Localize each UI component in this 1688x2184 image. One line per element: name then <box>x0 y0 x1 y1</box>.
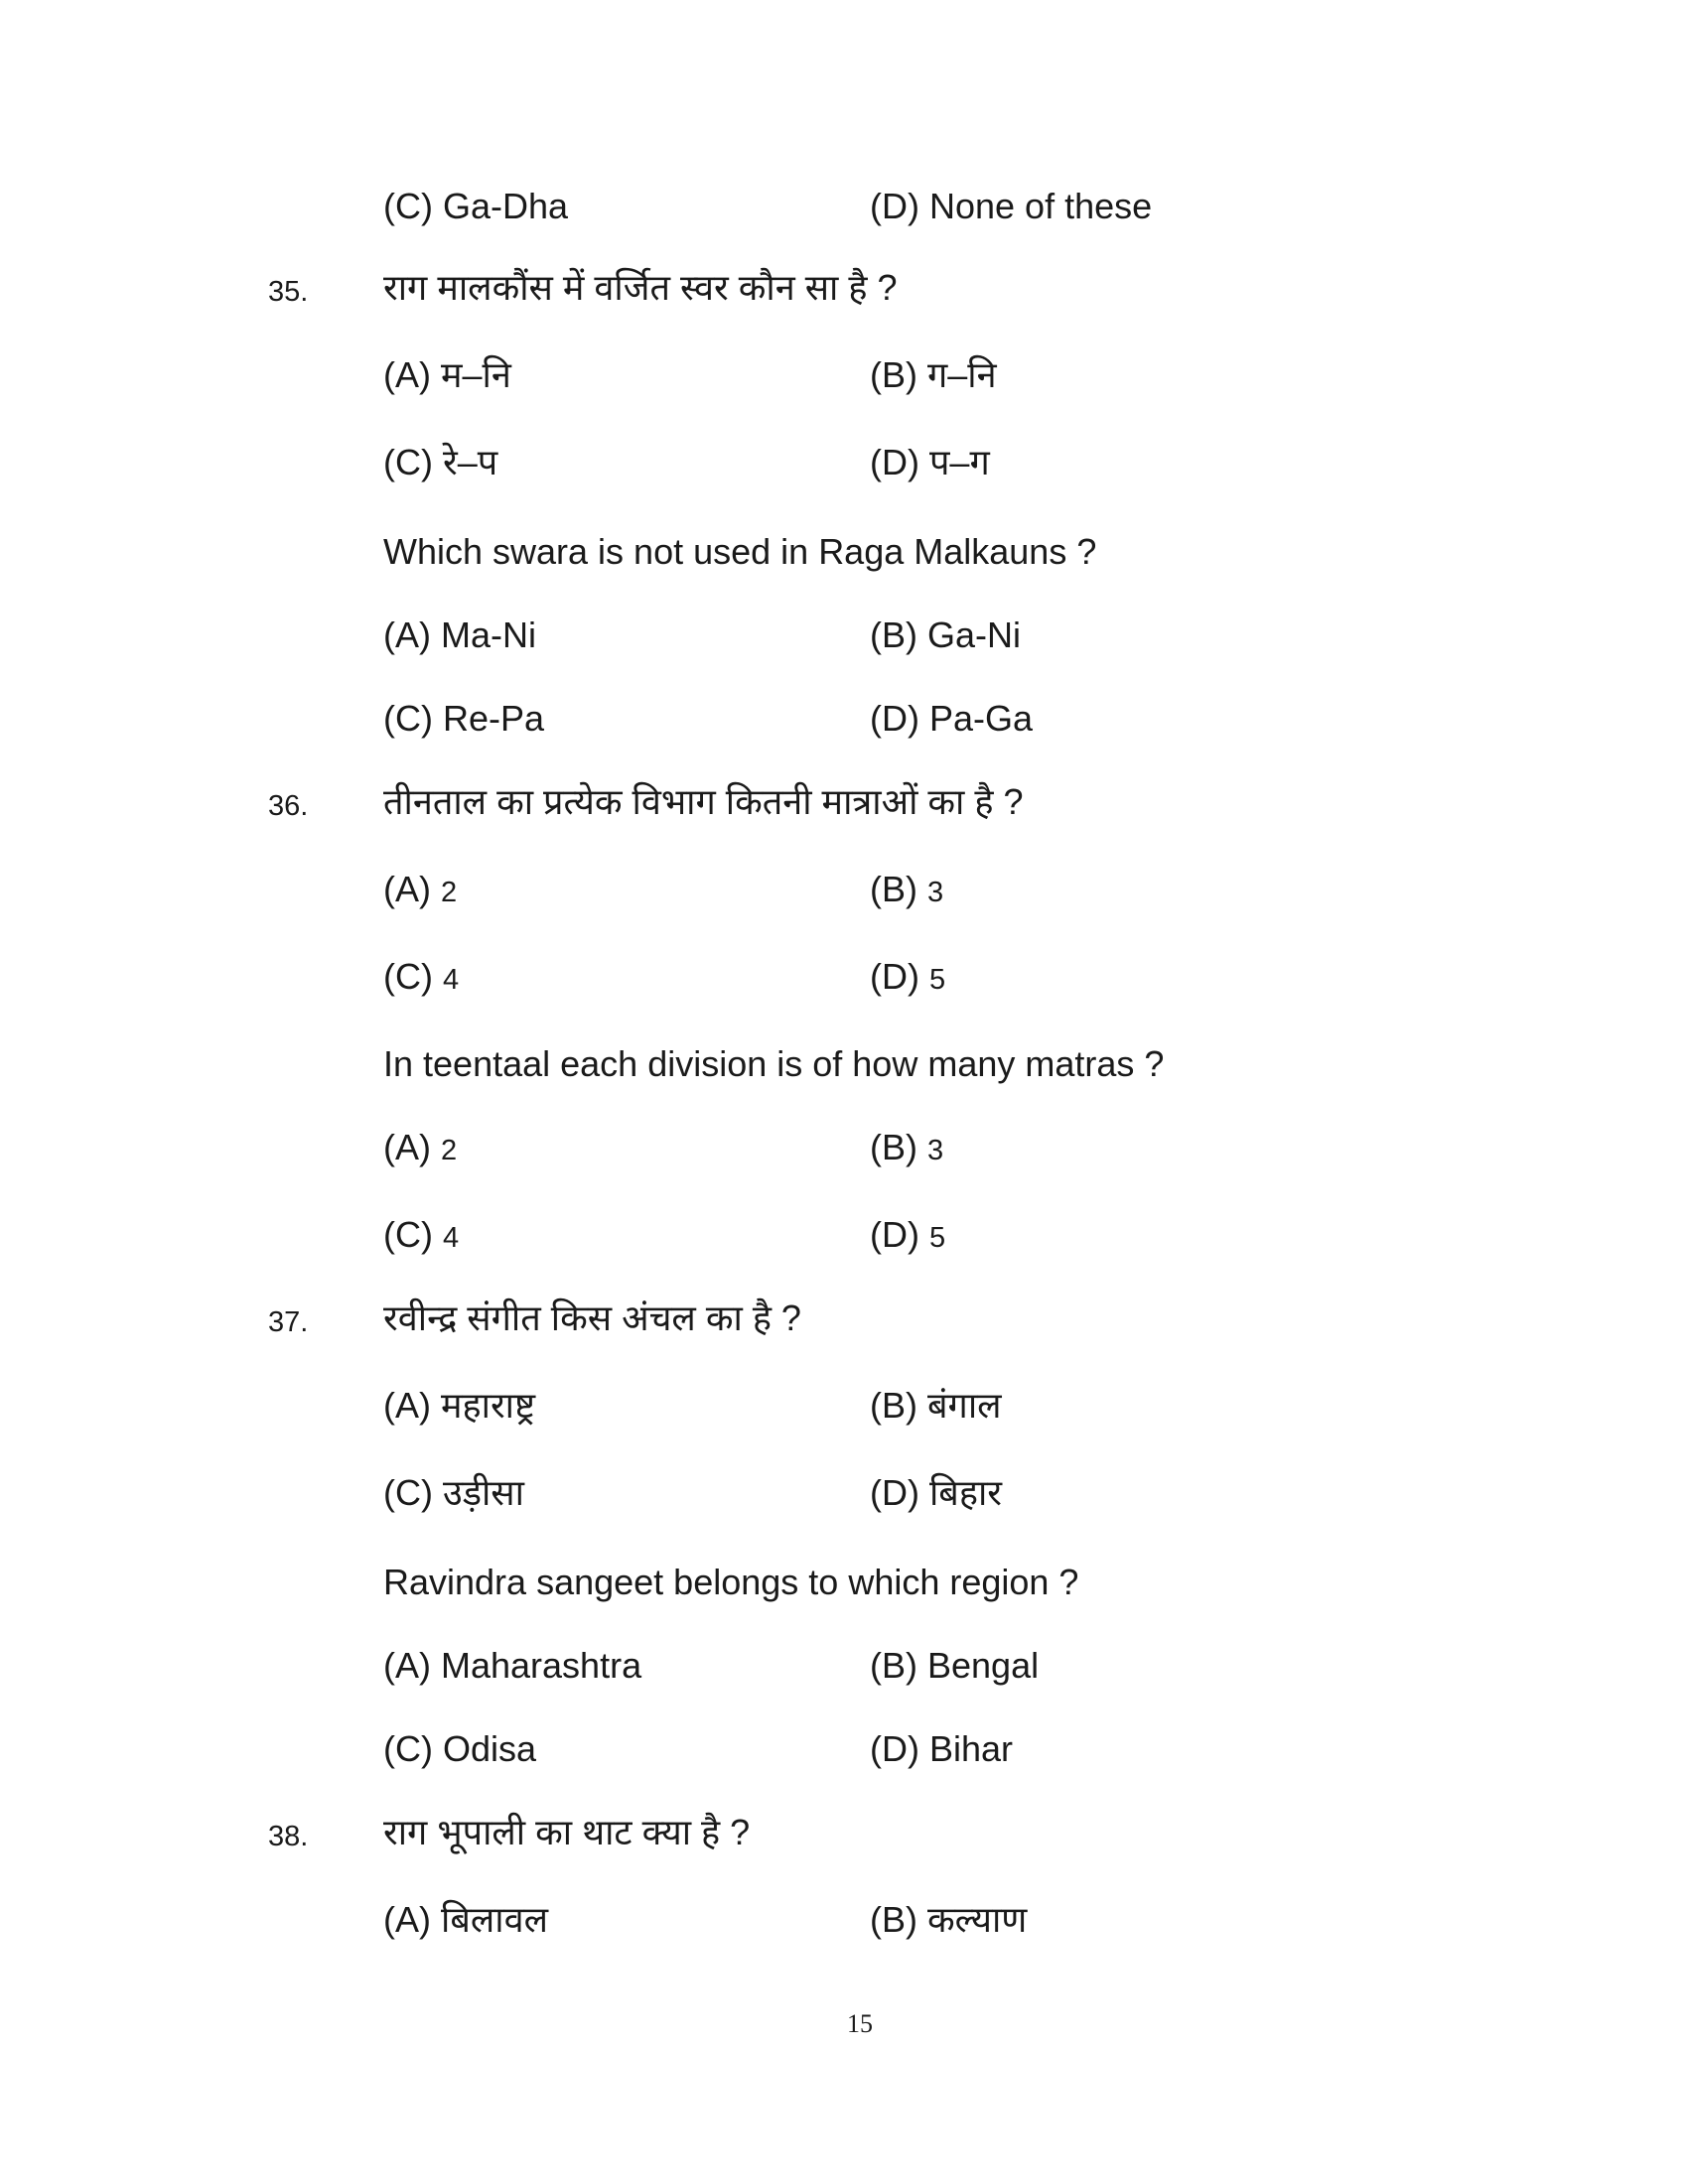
q36-hindi-option-c: (C) 4 <box>383 956 460 997</box>
q37-english-option-a: (A) Maharashtra <box>383 1645 642 1686</box>
q38-hindi-option-a: (A) बिलावल <box>383 1899 549 1940</box>
q37-english-option-b: (B) Bengal <box>870 1645 1040 1686</box>
question-number-37: 37. <box>268 1306 309 1338</box>
q35-hindi-option-c: (C) रे–प <box>383 442 498 482</box>
option-d-carryover: (D) None of these <box>870 186 1153 226</box>
q35-english-option-d: (D) Pa-Ga <box>870 698 1034 739</box>
q38-hindi-option-b: (B) कल्याण <box>870 1899 1028 1940</box>
question-number-36: 36. <box>268 790 309 822</box>
q37-english-option-d: (D) Bihar <box>870 1728 1014 1769</box>
q35-hindi-option-b: (B) ग–नि <box>870 354 997 395</box>
page-number: 15 <box>847 2009 873 2038</box>
q37-hindi-option-b: (B) बंगाल <box>870 1385 1002 1426</box>
q35-english-option-c: (C) Re-Pa <box>383 698 545 739</box>
q37-hindi-option-c: (C) उड़ीसा <box>383 1472 524 1513</box>
question-35-english: Which swara is not used in Raga Malkauns ? <box>383 531 1097 572</box>
q36-english-option-b: (B) 3 <box>870 1127 944 1167</box>
q37-hindi-option-a: (A) महाराष्ट्र <box>383 1385 536 1426</box>
q37-english-option-c: (C) Odisa <box>383 1728 537 1769</box>
question-37-english: Ravindra sangeet belongs to which region ? <box>383 1562 1079 1602</box>
q36-hindi-option-b: (B) 3 <box>870 869 944 909</box>
q36-hindi-option-a: (A) 2 <box>383 869 458 909</box>
question-36-english: In teentaal each division is of how many matras ? <box>383 1043 1165 1084</box>
q35-hindi-option-d: (D) प–ग <box>870 442 990 482</box>
q35-hindi-option-a: (A) म–नि <box>383 354 511 395</box>
q37-hindi-option-d: (D) बिहार <box>870 1472 1003 1513</box>
option-c-carryover: (C) Ga-Dha <box>383 186 569 226</box>
question-38-hindi: राग भूपाली का थाट क्या है ? <box>383 1812 751 1852</box>
q36-english-option-a: (A) 2 <box>383 1127 458 1167</box>
q35-english-option-a: (A) Ma-Ni <box>383 614 536 655</box>
question-37-hindi: रवीन्द्र संगीत किस अंचल का है ? <box>383 1297 801 1338</box>
question-number-35: 35. <box>268 276 309 308</box>
question-36-hindi: तीनताल का प्रत्येक विभाग कितनी मात्राओं का है ? <box>383 781 1024 822</box>
q36-hindi-option-d: (D) 5 <box>870 956 946 997</box>
q36-english-option-c: (C) 4 <box>383 1214 460 1255</box>
question-number-38: 38. <box>268 1821 309 1852</box>
question-35-hindi: राग मालकौंस में वर्जित स्वर कौन सा है ? <box>383 267 898 308</box>
q36-english-option-d: (D) 5 <box>870 1214 946 1255</box>
q35-english-option-b: (B) Ga-Ni <box>870 614 1021 655</box>
